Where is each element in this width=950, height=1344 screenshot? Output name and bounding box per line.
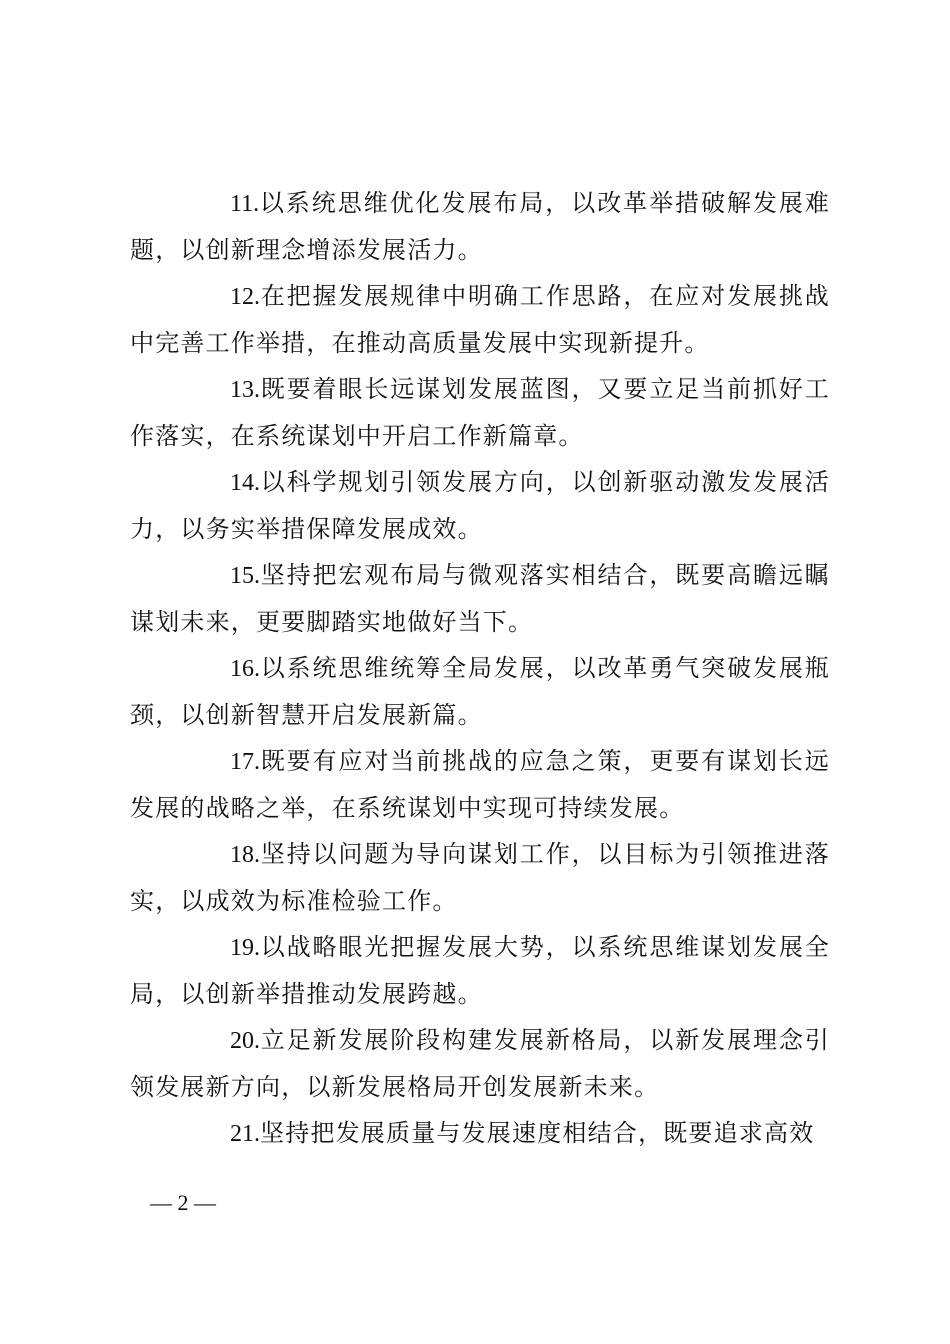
paragraph-text: 坚持把发展质量与发展速度相结合，既要追求高效: [260, 1119, 815, 1147]
paragraph-list: [130, 180, 830, 1157]
paragraph-13: [130, 366, 830, 459]
paragraph-number: 21.: [230, 1121, 260, 1147]
paragraph-number: 14.: [230, 470, 260, 496]
paragraph-number: 11.: [230, 191, 260, 217]
paragraph-16: [130, 645, 830, 738]
paragraph-number: 20.: [230, 1028, 260, 1054]
paragraph-text: 坚持把宏观布局与微观落实相结合，既要高瞻远瞩谋划未来，更要脚踏实地做好当下。: [130, 561, 830, 636]
paragraph-12: [130, 273, 830, 366]
paragraph-text: 在把握发展规律中明确工作思路，在应对发展挑战中完善工作举措，在推动高质量发展中实现新提升。: [130, 282, 830, 357]
paragraph-21: [130, 1110, 830, 1157]
paragraph-text: 立足新发展阶段构建发展新格局，以新发展理念引领发展新方向，以新发展格局开创发展新未来。: [130, 1026, 830, 1101]
paragraph-15: [130, 552, 830, 645]
paragraph-number: 15.: [230, 563, 260, 589]
paragraph-text: 以系统思维优化发展布局，以改革举措破解发展难题，以创新理念增添发展活力。: [130, 189, 830, 264]
paragraph-11: [130, 180, 830, 273]
paragraph-text: 以科学规划引领发展方向，以创新驱动激发发展活力，以务实举措保障发展成效。: [130, 468, 830, 543]
paragraph-text: 以系统思维统筹全局发展，以改革勇气突破发展瓶颈，以创新智慧开启发展新篇。: [130, 654, 830, 729]
paragraph-text: 既要有应对当前挑战的应急之策，更要有谋划长远发展的战略之举，在系统谋划中实现可持续发展。: [130, 747, 830, 822]
paragraph-20: [130, 1017, 830, 1110]
paragraph-number: 12.: [230, 284, 260, 310]
paragraph-text: 既要着眼长远谋划发展蓝图，又要立足当前抓好工作落实，在系统谋划中开启工作新篇章。: [130, 375, 830, 450]
paragraph-text: 坚持以问题为导向谋划工作，以目标为引领推进落实，以成效为标准检验工作。: [130, 840, 830, 915]
page-number: — 2 —: [150, 1190, 216, 1215]
paragraph-17: [130, 738, 830, 831]
paragraph-text: 以战略眼光把握发展大势，以系统思维谋划发展全局，以创新举措推动发展跨越。: [130, 933, 830, 1008]
paragraph-18: [130, 831, 830, 924]
paragraph-number: 19.: [230, 935, 260, 961]
paragraph-number: 17.: [230, 749, 260, 775]
paragraph-number: 18.: [230, 842, 260, 868]
paragraph-19: [130, 924, 830, 1017]
paragraph-number: 13.: [230, 377, 260, 403]
paragraph-14: [130, 459, 830, 552]
paragraph-number: 16.: [230, 656, 260, 682]
